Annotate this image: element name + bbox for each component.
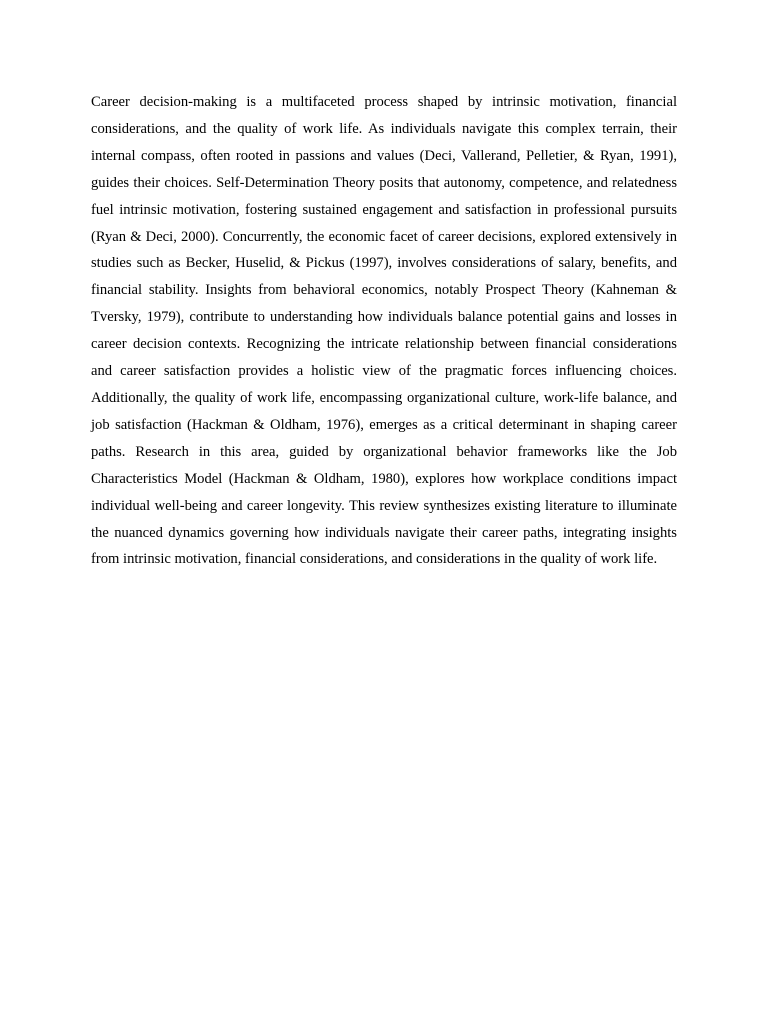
body-paragraph: Career decision-making is a multifaceted process shaped by intrinsic motivation, financial considerations, and the quality of work life. As individuals navigate this complex terrain, their internal compass, often rooted in passions and values (Deci, Vallerand, Pelletier, & Ryan, 1991), guides their choices. Self-Determination Theory posits that autonomy, competence, and relatedness fuel intrinsic motivation, fostering sustained engagement and satisfaction in professional pursuits (Ryan & Deci, 2000). Concurrently, the economic facet of career decisions, explored extensively in studies such as Becker, Huselid, & Pickus (1997), involves considerations of salary, benefits, and financial stability. Insights from behavioral economics, notably Prospect Theory (Kahneman & Tversky, 1979), contribute to understanding how individuals balance potential gains and losses in career decision contexts. Recognizing the intricate relationship between financial considerations and career satisfaction provides a holistic view of the pragmatic forces influencing choices. Additionally, the quality of work life, encompassing organizational culture, work-life balance, and job satisfaction (Hackman & Oldham, 1976), emerges as a critical determinant in shaping career paths. Research in this area, guided by organizational behavior frameworks like the Job Characteristics Model (Hackman & Oldham, 1980), explores how workplace conditions impact individual well-being and career longevity. This review synthesizes existing literature to illuminate the nuanced dynamics governing how individuals navigate their career paths, integrating insights from intrinsic motivation, financial considerations, and considerations in the quality of work life. — [91, 94, 677, 568]
